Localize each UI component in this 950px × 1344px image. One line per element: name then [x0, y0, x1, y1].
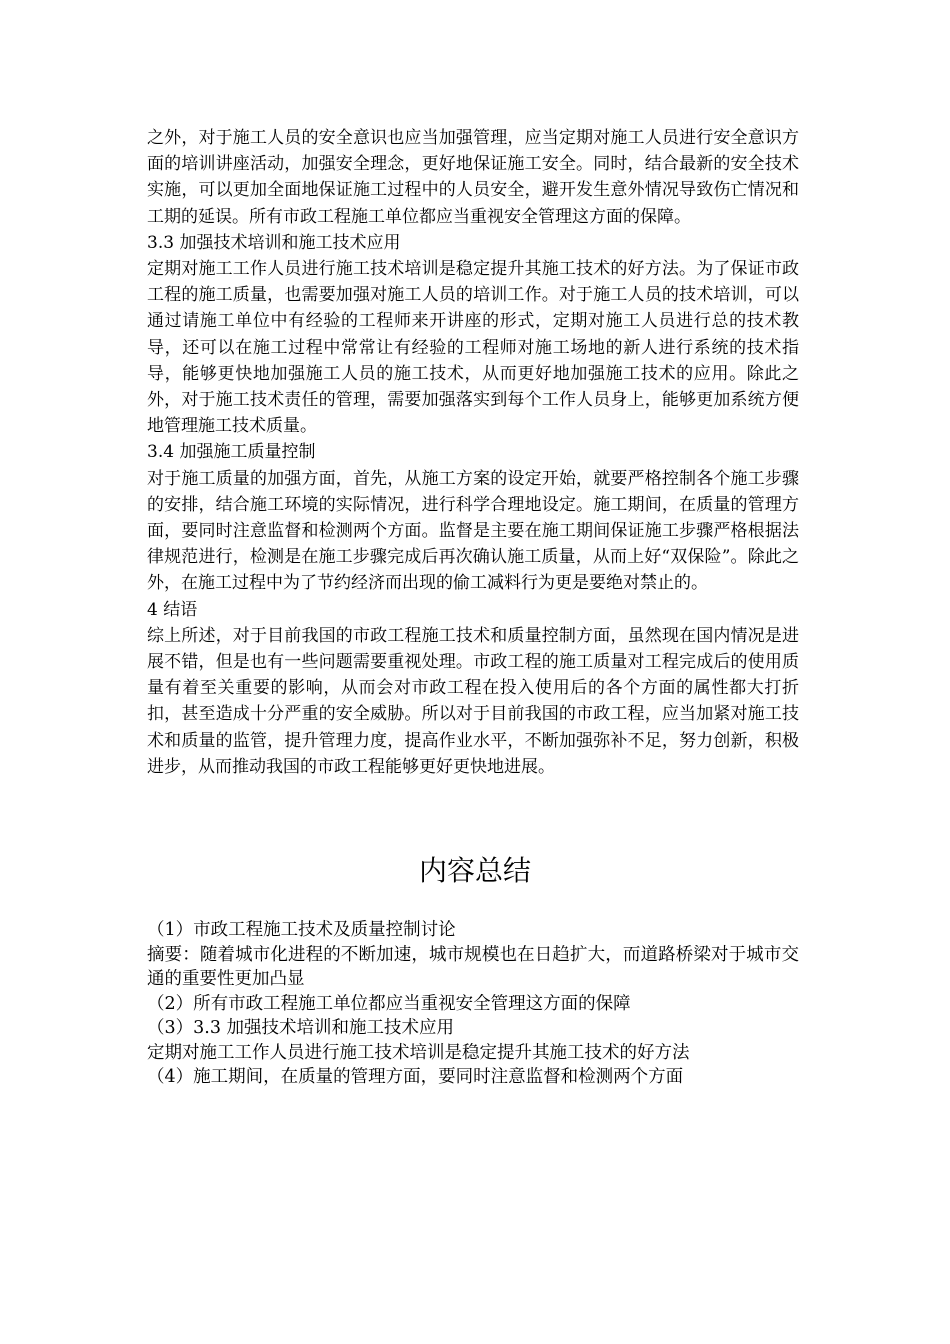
summary-item: 定期对施工工作人员进行施工技术培训是稳定提升其施工技术的好方法	[147, 1042, 690, 1063]
paragraph-technical-training: 定期对施工工作人员进行施工技术培训是稳定提升其施工技术的好方法。为了保证市政工程的施工质量，也需要加强对施工人员的培训工作。对于施工人员的技术培训，可以通过请施工单位中有经验的工程师来开讲座的形式，定期对施工人员进行总的技术教导，还可以在施工过程中常常让有经验的工程师对施工场地的新人进行系统的技术指导，能够更快地加强施工人员的施工技术，从而更好地加强施工技术的应用。除此之外，对于施工技术责任的管理，需要加强落实到每个工作人员身上，能够更加系统方便地管理施工技术质量。	[147, 259, 799, 437]
summary-title: 内容总结	[418, 854, 531, 887]
summary-item: （3）3.3 加强技术培训和施工技术应用	[147, 1018, 455, 1038]
heading-3-3: 3.3 加强技术培训和施工技术应用	[147, 232, 401, 253]
body-text	[147, 125, 799, 780]
summary-item: （1）市政工程施工技术及质量控制讨论	[147, 920, 456, 940]
summary-item: （2）所有市政工程施工单位都应当重视安全管理这方面的保障	[147, 993, 631, 1014]
summary-item: （4）施工期间，在质量的管理方面，要同时注意监督和检测两个方面	[147, 1067, 684, 1087]
summary-list	[147, 918, 799, 1090]
paragraph-conclusion: 综上所述，对于目前我国的市政工程施工技术和质量控制方面，虽然现在国内情况是进展不错，但是也有一些问题需要重视处理。市政工程的施工质量对工程完成后的使用质量有着至关重要的影响，从而会对市政工程在投入使用后的各个方面的属性都大打折扣，甚至造成十分严重的安全威胁。所以对于目前我国的市政工程，应当加紧对施工技术和质量的监管，提升管理力度，提高作业水平，不断加强弥补不足，努力创新，积极进步，从而推动我国的市政工程能够更好更快地进展。	[147, 625, 799, 777]
summary-item: 摘要：随着城市化进程的不断加速，城市规模也在日趋扩大，而道路桥梁对于城市交通的重要性更加凸显	[147, 944, 799, 989]
paragraph-safety-management: 之外，对于施工人员的安全意识也应当加强管理，应当定期对施工人员进行安全意识方面的培训讲座活动，加强安全理念，更好地保证施工安全。同时，结合最新的安全技术实施，可以更加全面地保证施工过程中的人员安全，避开发生意外情况导致伤亡情况和工期的延误。所有市政工程施工单位都应当重视安全管理这方面的保障。	[147, 128, 799, 227]
heading-4: 4 结语	[147, 599, 198, 620]
paragraph-quality-control: 对于施工质量的加强方面，首先，从施工方案的设定开始，就要严格控制各个施工步骤的安排，结合施工环境的实际情况，进行科学合理地设定。施工期间，在质量的管理方面，要同时注意监督和检测两个方面。监督是主要在施工期间保证施工步骤严格根据法律规范进行，检测是在施工步骤完成后再次确认施工质量，从而上好“双保险”。除此之外，在施工过程中为了节约经济而出现的偷工减料行为更是要绝对禁止的。	[147, 468, 799, 594]
heading-3-4: 3.4 加强施工质量控制	[147, 442, 316, 463]
